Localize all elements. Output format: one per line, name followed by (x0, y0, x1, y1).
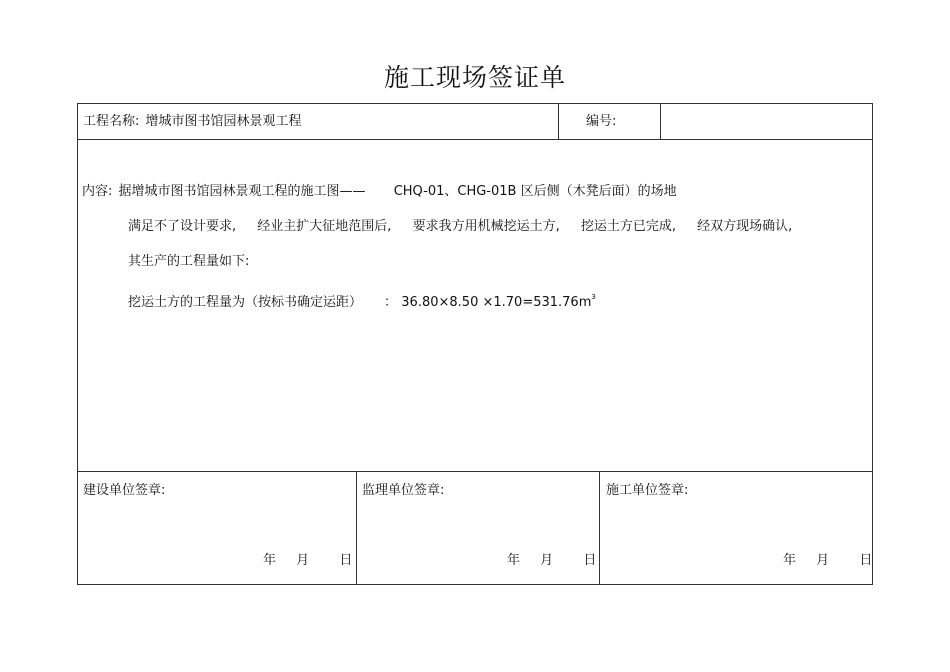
signature-label-owner: 建设单位签章: (83, 483, 166, 498)
header-divider-vertical (660, 104, 661, 139)
content-text: 据增城市图书馆园林景观工程的施工图—— (118, 184, 366, 199)
project-name-field (83, 114, 302, 130)
content-clause: 经双方现场确认, (697, 219, 793, 234)
content-clause: 挖运土方已完成, (580, 219, 676, 234)
content-label: 内容: (82, 184, 113, 199)
project-name-value: 增城市图书馆园林景观工程 (145, 114, 302, 129)
header-divider-vertical (558, 104, 559, 139)
signature-column-divider (356, 471, 357, 585)
page-title: 施工现场签证单 (383, 63, 566, 92)
content-clause: 满足不了设计要求, (128, 219, 237, 234)
drawing-codes: CHQ-01、CHG-01B 区后侧（木凳后面）的场地 (393, 184, 677, 199)
quantity-formula: ： 36.80×8.50 ×1.70=531.76m (384, 295, 592, 310)
quantity-description: 挖运土方的工程量为（按标书确定运距） (128, 295, 363, 310)
signature-date-supervisor: 年 月 日 (507, 553, 597, 568)
signature-divider (78, 471, 872, 472)
content-clause: 要求我方用机械挖运土方, (412, 219, 560, 234)
number-label: 编号: (586, 114, 617, 129)
content-line-3: 其生产的工程量如下: (128, 254, 250, 269)
unit-superscript: 3 (591, 293, 596, 301)
signature-column-divider (599, 471, 600, 585)
header-divider (78, 139, 872, 140)
visa-form-table (77, 103, 873, 585)
project-name-label: 工程名称: (83, 114, 140, 129)
signature-date-owner: 年 月 日 (263, 553, 353, 568)
content-line-4 (128, 289, 596, 311)
signature-label-contractor: 施工单位签章: (606, 483, 689, 498)
content-line-1 (82, 184, 677, 200)
signature-date-contractor: 年 月 日 (783, 553, 873, 568)
content-clause: 经业主扩大征地范围后, (257, 219, 392, 234)
content-line-2 (128, 219, 792, 235)
signature-label-supervisor: 监理单位签章: (362, 483, 445, 498)
